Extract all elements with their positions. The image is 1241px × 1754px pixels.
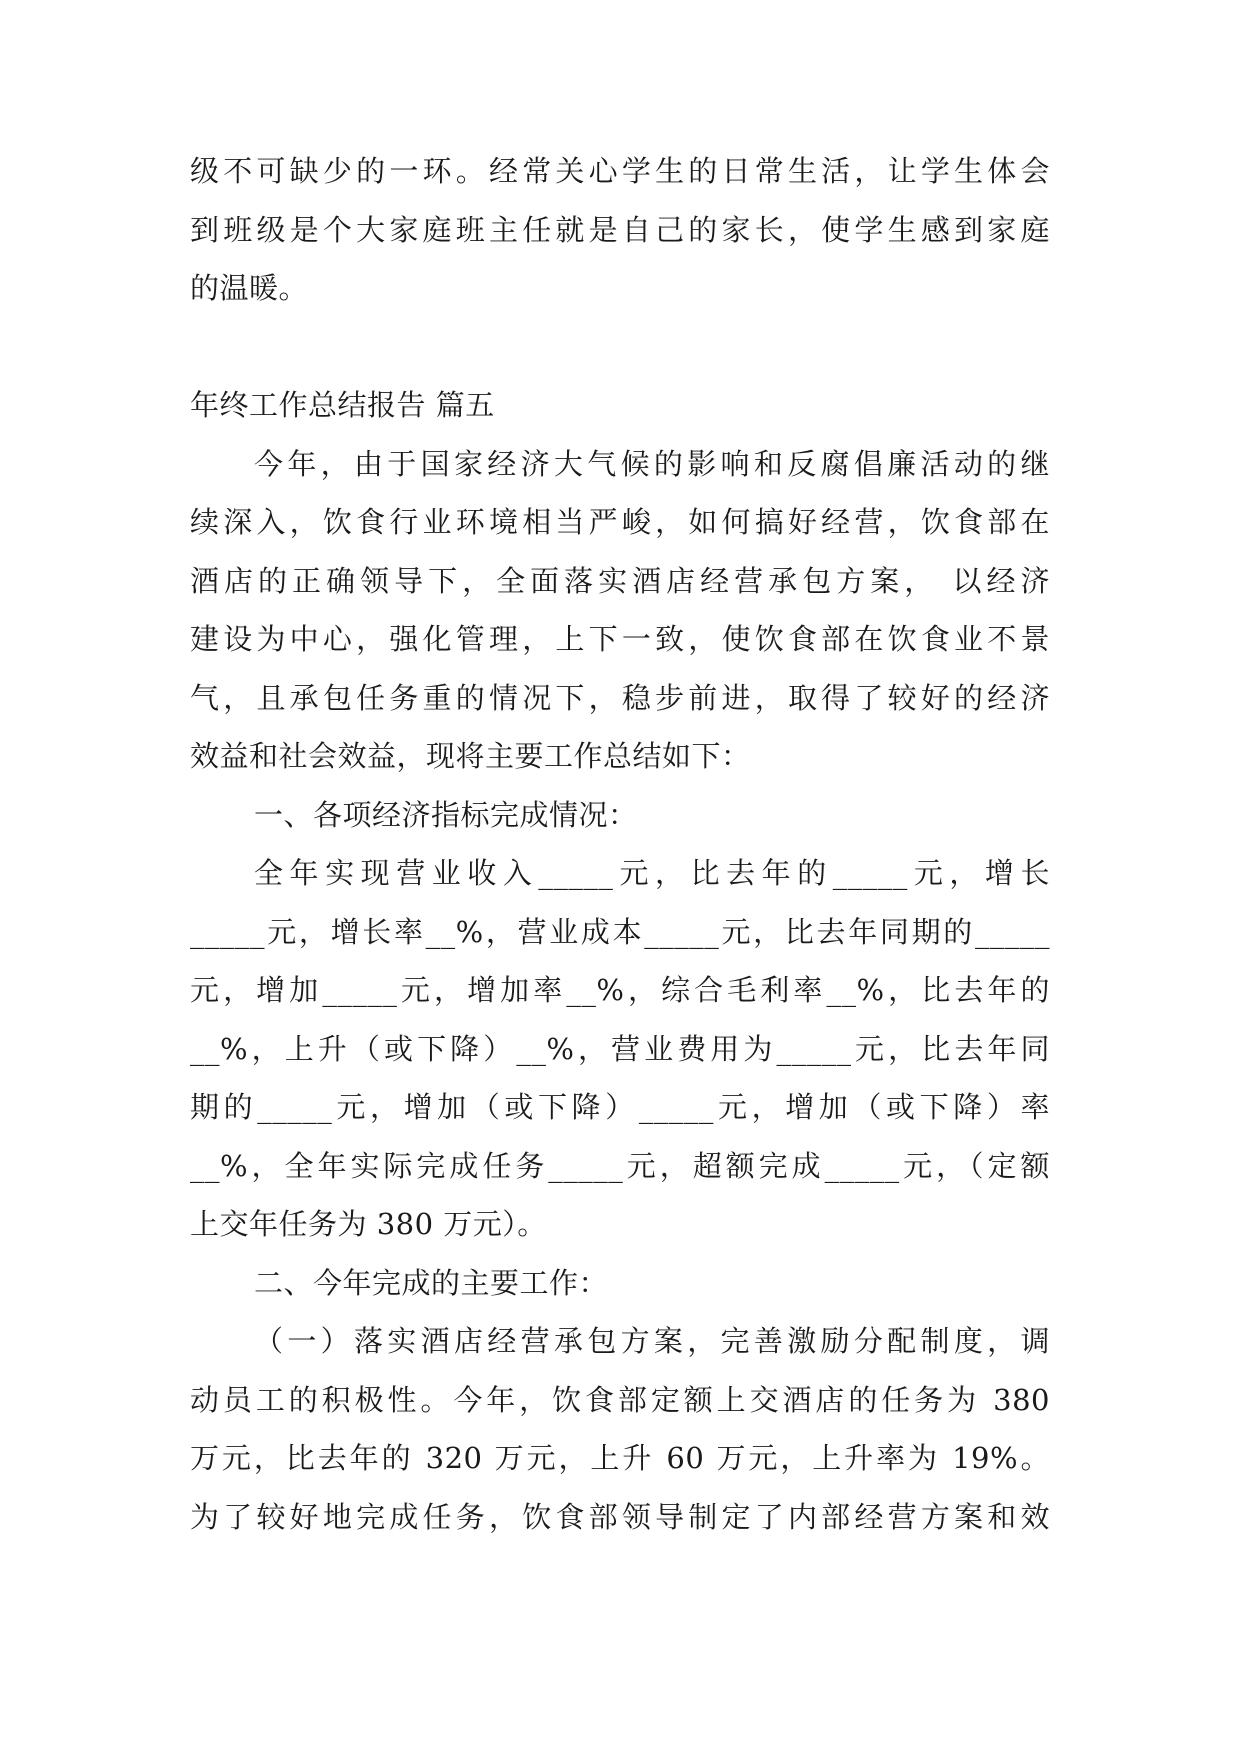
text-line: （一）落实酒店经营承包方案，完善激励分配制度，调 bbox=[254, 1324, 1050, 1358]
section-title: 年终工作总结报告 篇五 bbox=[190, 388, 495, 422]
text-line: 今年，由于国家经济大气候的影响和反腐倡廉活动的继 bbox=[254, 446, 1050, 481]
text-line: 万元，比去年的 320 万元，上升 60 万元，上升率为 19%。 bbox=[190, 1441, 1050, 1475]
text-line: 到班级是个大家庭班主任就是自己的家长，使学生感到家庭 bbox=[190, 212, 1050, 247]
text-line: 级不可缺少的一环。经常关心学生的日常生活，让学生体会 bbox=[190, 154, 1050, 188]
text-line: 期的_____元，增加（或下降）_____元，增加（或下降）率 bbox=[190, 1090, 1050, 1124]
text-line: 酒店的正确领导下，全面落实酒店经营承包方案， 以经济 bbox=[190, 563, 1050, 598]
text-line: _____元，增长率__%，营业成本_____元，比去年同期的_____ bbox=[190, 914, 1050, 949]
text-line: __%，全年实际完成任务_____元，超额完成_____元，（定额 bbox=[190, 1148, 1050, 1183]
text-line: __%，上升（或下降）__%，营业费用为_____元，比去年同 bbox=[190, 1031, 1050, 1066]
text-line: 续深入，饮食行业环境相当严峻，如何搞好经营，饮食部在 bbox=[190, 505, 1050, 539]
text-line: 效益和社会效益，现将主要工作总结如下： bbox=[190, 739, 751, 773]
text-line: 元，增加_____元，增加率__%，综合毛利率__%，比去年的 bbox=[190, 973, 1050, 1007]
text-line: 动员工的积极性。今年，饮食部定额上交酒店的任务为 380 bbox=[190, 1382, 1050, 1417]
document-body bbox=[190, 142, 1050, 1546]
text-line: 全年实现营业收入_____元，比去年的_____元，增长 bbox=[254, 856, 1050, 890]
text-line: 为了较好地完成任务，饮食部领导制定了内部经营方案和效 bbox=[190, 1499, 1050, 1534]
text-line: 的温暖。 bbox=[190, 271, 309, 305]
paragraph-spacer bbox=[190, 318, 1050, 377]
text-line: 建设为中心，强化管理，上下一致，使饮食部在饮食业不景 bbox=[190, 622, 1050, 656]
paragraph-1 bbox=[190, 435, 1050, 786]
heading-1: 一、各项经济指标完成情况： bbox=[254, 797, 638, 832]
paragraph-2 bbox=[190, 844, 1050, 1254]
intro-paragraph bbox=[190, 142, 1050, 318]
heading-2: 二、今年完成的主要工作： bbox=[254, 1265, 609, 1300]
text-line: 气，且承包任务重的情况下，稳步前进，取得了较好的经济 bbox=[190, 680, 1050, 715]
paragraph-3 bbox=[190, 1312, 1050, 1546]
text-line: 上交年任务为 380 万元）。 bbox=[190, 1207, 547, 1241]
